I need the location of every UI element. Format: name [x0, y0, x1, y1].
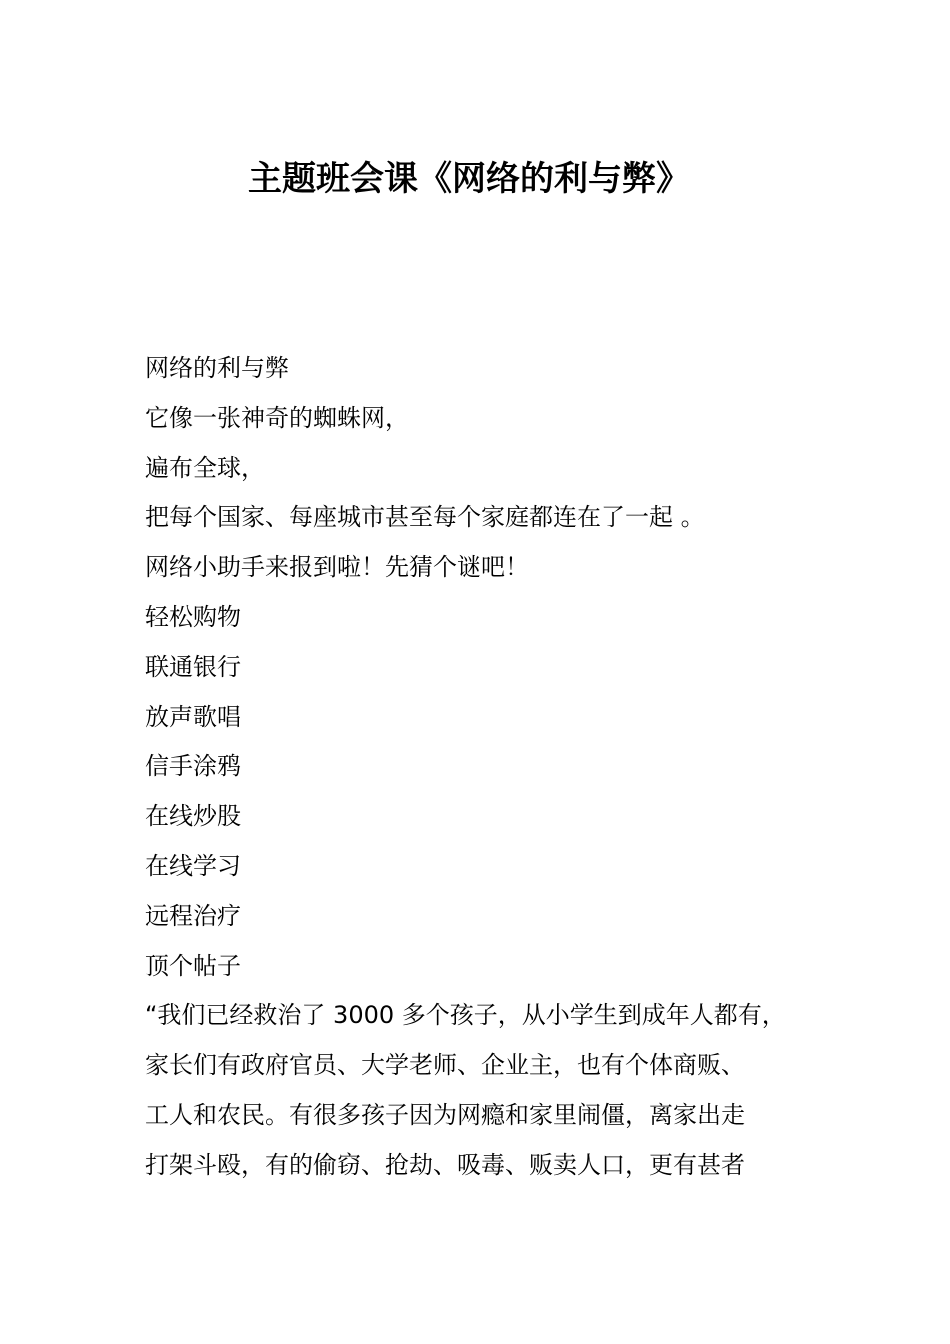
body-line: 工人和农民。有很多孩子因为网瘾和家里闹僵，离家出走: [145, 1100, 745, 1129]
document-title: 主题班会课《网络的利与弊》: [248, 159, 690, 199]
body-line: “我们已经救治了 3000 多个孩子，从小学生到成年人都有，: [145, 1001, 786, 1030]
body-line: 它像一张神奇的蜘蛛网，: [145, 403, 409, 432]
body-line: 联通银行: [145, 652, 241, 681]
body-line: 轻松购物: [145, 602, 241, 631]
body-line: 网络小助手来报到啦！先猜个谜吧！: [145, 553, 529, 582]
body-line: 打架斗殴，有的偷窃、抢劫、吸毒、贩卖人口，更有甚者: [145, 1150, 745, 1179]
body-line: 遍布全球，: [145, 453, 265, 482]
body-line: 把每个国家、每座城市甚至每个家庭都连在了一起 。: [145, 503, 705, 532]
body-line: 在线炒股: [145, 802, 241, 831]
body-line: 放声歌唱: [145, 702, 241, 731]
body-line: 家长们有政府官员、大学老师、企业主，也有个体商贩、: [145, 1051, 745, 1080]
body-line: 信手涂鸦: [145, 752, 241, 781]
document-body: [145, 344, 825, 1191]
body-line: 网络的利与弊: [145, 354, 289, 382]
body-line: 顶个帖子: [145, 951, 241, 980]
body-line: 在线学习: [145, 851, 241, 880]
body-line: 远程治疗: [145, 901, 241, 930]
